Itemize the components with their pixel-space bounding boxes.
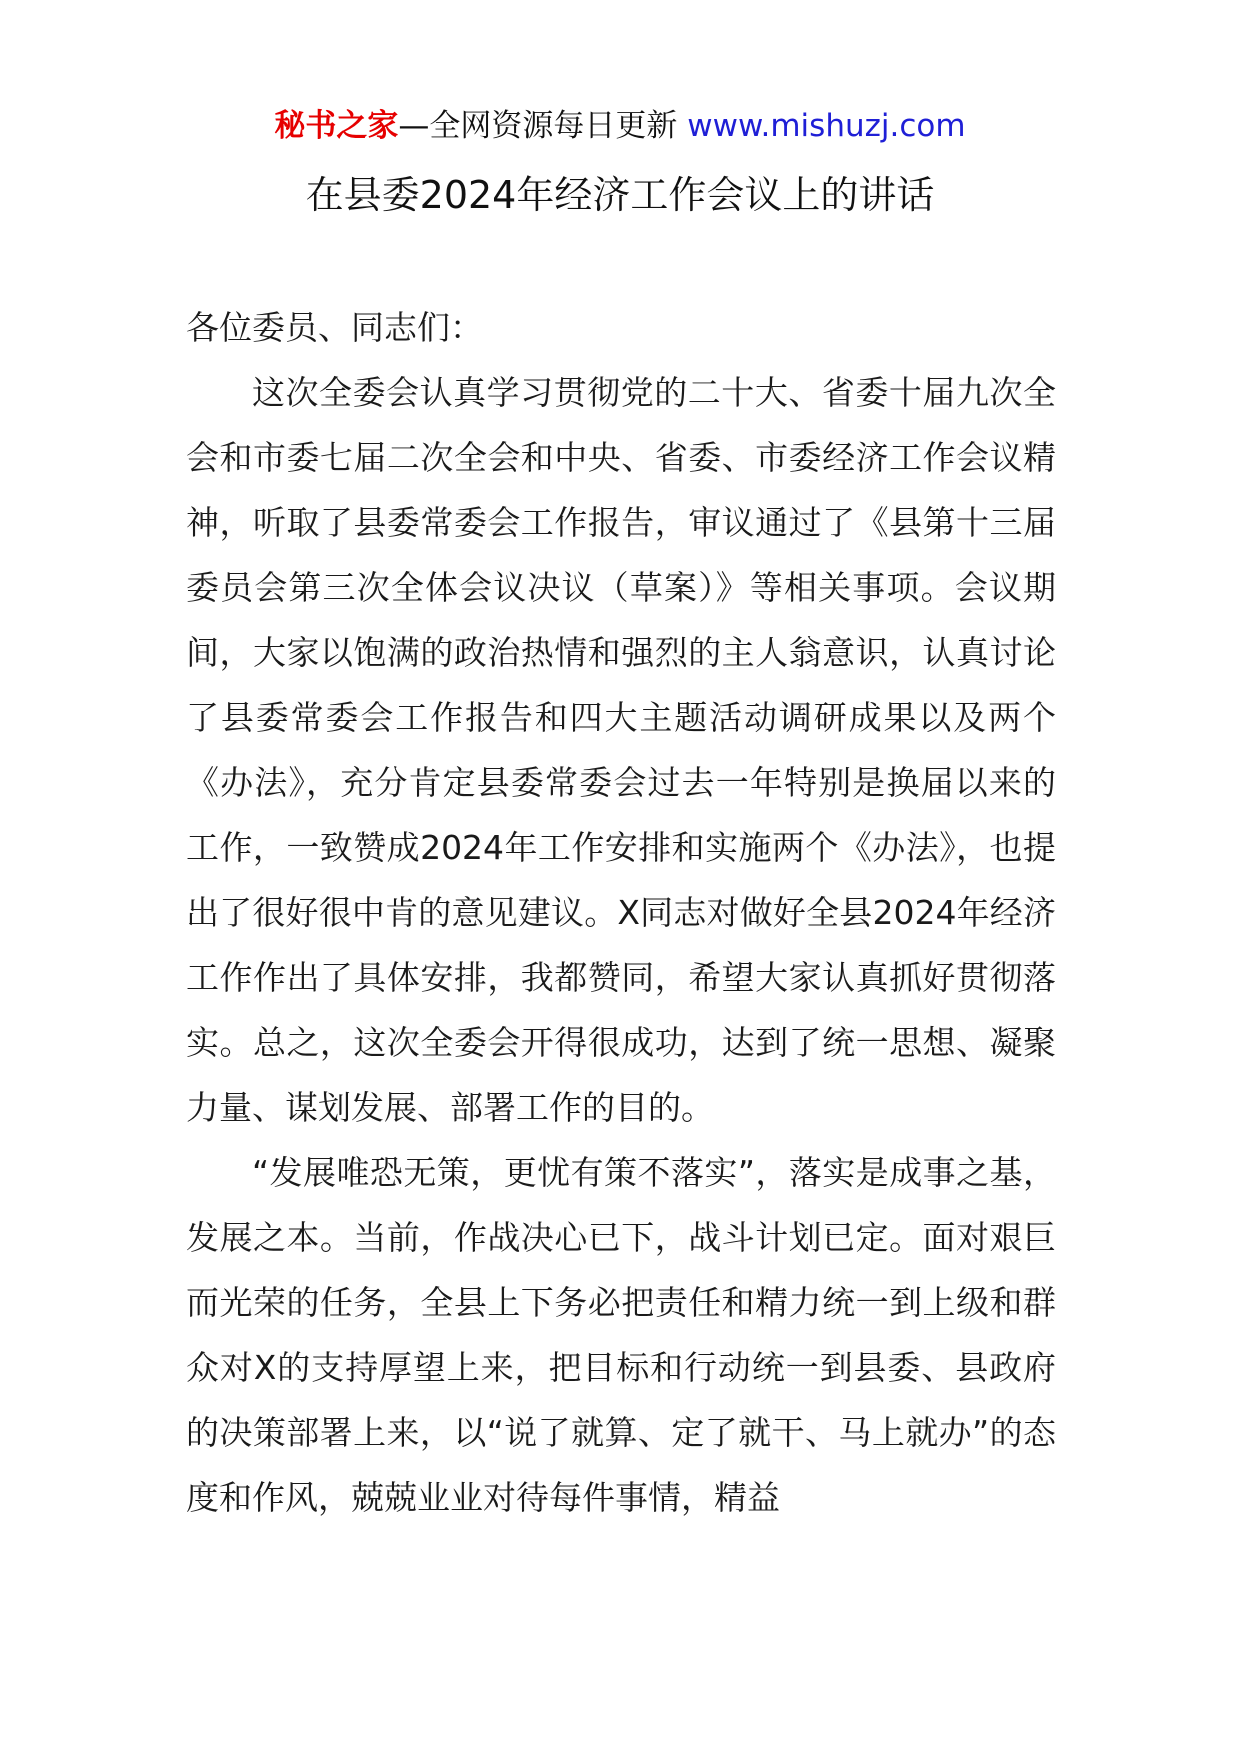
site-tagline: —全网资源每日更新 — [398, 108, 678, 144]
site-header — [0, 104, 1240, 148]
body-paragraph: 这次全委会认真学习贯彻党的二十大、省委十届九次全会和市委七届二次全会和中央、省委、市委经济工作会议精神，听取了县委常委会工作报告，审议通过了《县第十三届委员会第三次全体会议决议（草案）》等相关事项。会议期间，大家以饱满的政治热情和强烈的主人翁意识，认真讨论了县委常委会工作报告和四大主题活动调研成果以及两个《办法》，充分肯定县委常委会过去一年特别是换届以来的工作，一致赞成2024年工作安排和实施两个《办法》，也提出了很好很中肯的意见建议。X同志对做好全县2024年经济工作作出了具体安排，我都赞同，希望大家认真抓好贯彻落实。总之，这次全委会开得很成功，达到了统一思想、凝聚力量、谋划发展、部署工作的目的。 — [186, 373, 1056, 1127]
salutation: 各位委员、同志们： — [186, 308, 483, 347]
document-body — [186, 295, 1056, 1530]
body-paragraph: “发展唯恐无策，更忧有策不落实”，落实是成事之基，发展之本。当前，作战决心已下，战斗计划已定。面对艰巨而光荣的任务，全县上下务必把责任和精力统一到上级和群众对X的支持厚望上来，把目标和行动统一到县委、县政府的决策部署上来，以“说了就算、定了就干、马上就办”的态度和作风，兢兢业业对待每件事情，精益 — [186, 1153, 1056, 1517]
site-brand: 秘书之家 — [274, 108, 399, 144]
document-title: 在县委2024年经济工作会议上的讲话 — [305, 173, 935, 217]
site-url-link[interactable]: www.mishuzj.com — [687, 108, 966, 144]
